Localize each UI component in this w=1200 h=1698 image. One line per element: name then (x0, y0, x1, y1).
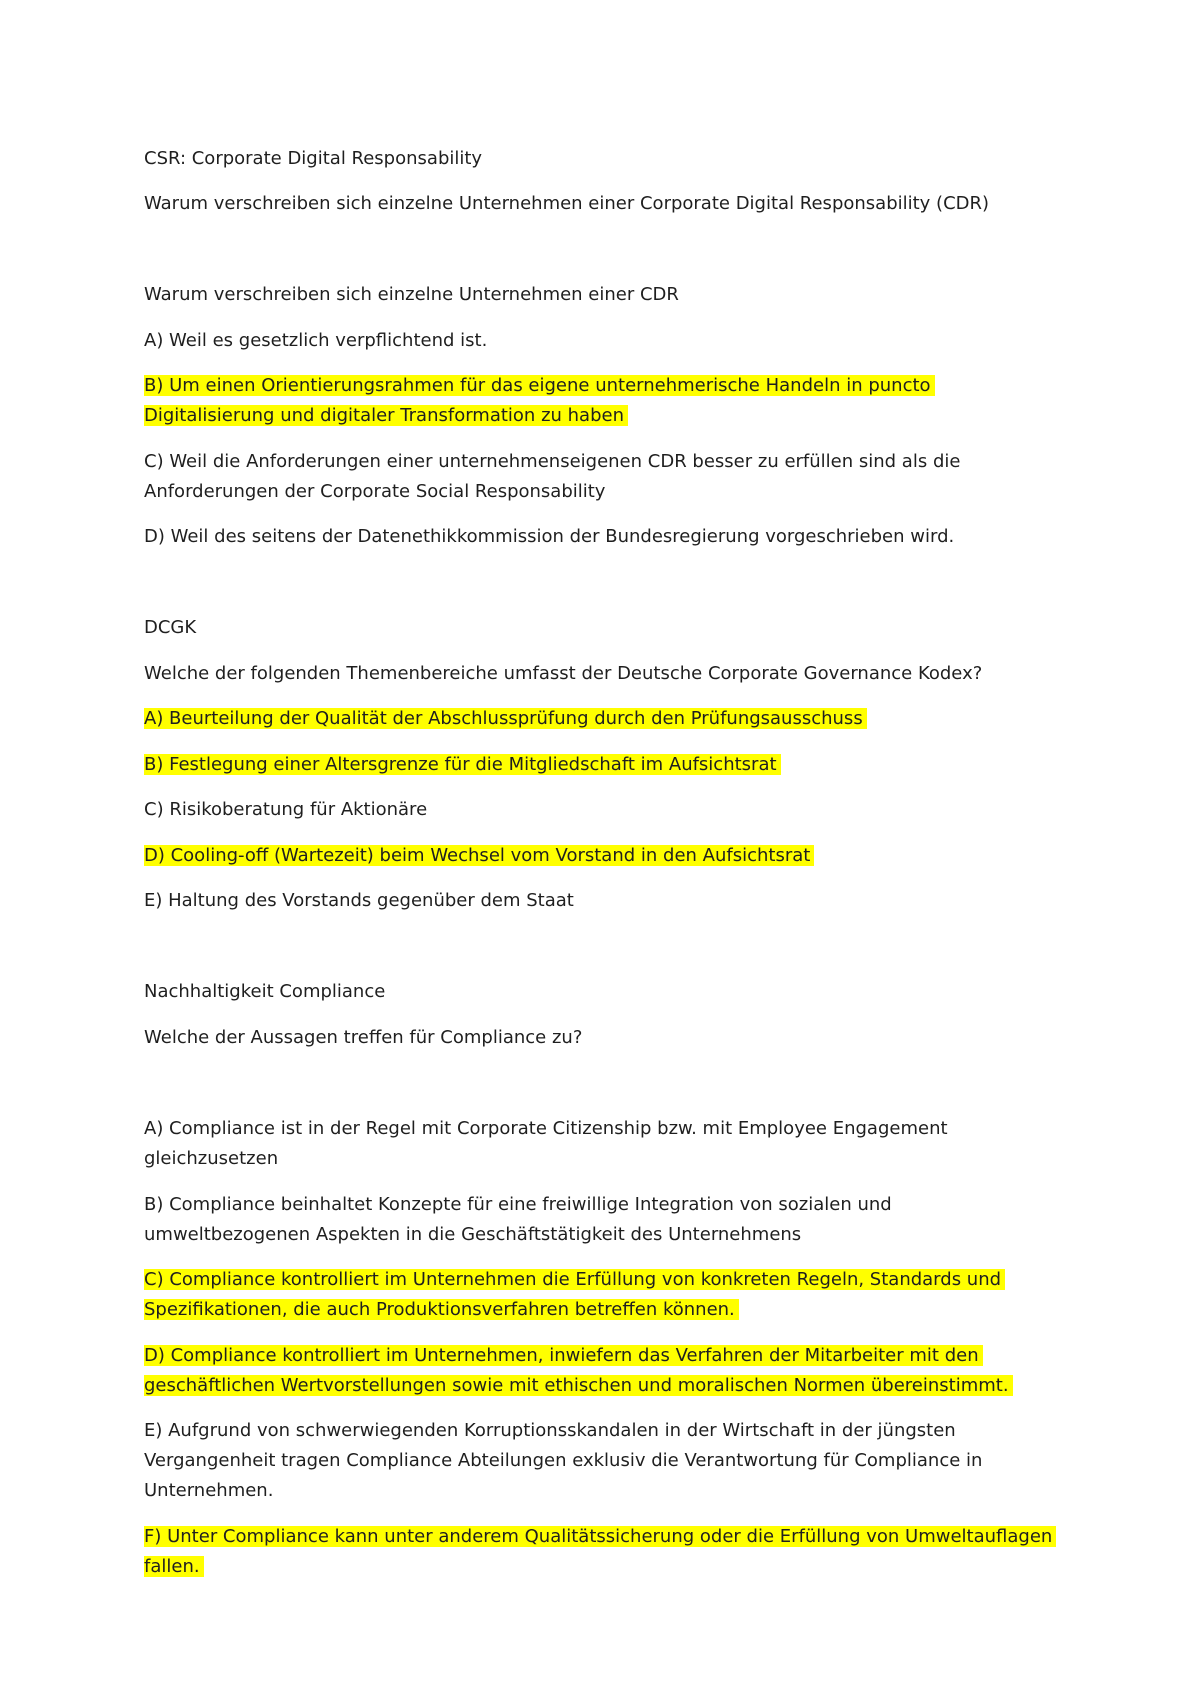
answer-compliance-a-line-1: A) Compliance ist in der Regel mit Corporate Citizenship bzw. mit Employee Engagement (144, 1118, 948, 1139)
answer-dcgk-c: C) Risikoberatung für Aktionäre (144, 799, 428, 820)
question-cdr: Warum verschreiben sich einzelne Unternehmen einer CDR (144, 284, 679, 305)
highlighted-answer-text: geschäftlichen Wertvorstellungen sowie mit ethischen und moralischen Normen übereinstimmt. (144, 1375, 1013, 1396)
answer-cdr-c-line-2: Anforderungen der Corporate Social Responsability (144, 481, 606, 502)
answer-compliance-f-line-1 (144, 1523, 1056, 1551)
highlighted-answer-text: Spezifikationen, die auch Produktionsverfahren betreffen können. (144, 1299, 739, 1320)
answer-compliance-e-line-3: Unternehmen. (144, 1480, 274, 1501)
answer-compliance-b-line-2: umweltbezogenen Aspekten in die Geschäftstätigkeit des Unternehmens (144, 1224, 802, 1245)
answer-compliance-d-line-2 (144, 1372, 1013, 1400)
highlighted-answer-text: F) Unter Compliance kann unter anderem Qualitätssicherung oder die Erfüllung von Umweltauflagen (144, 1526, 1056, 1547)
highlighted-answer-text: B) Festlegung einer Altersgrenze für die Mitgliedschaft im Aufsichtsrat (144, 754, 781, 775)
answer-cdr-a: A) Weil es gesetzlich verpflichtend ist. (144, 330, 488, 351)
section-heading-dcgk: DCGK (144, 617, 197, 638)
highlighted-answer-text: A) Beurteilung der Qualität der Abschlussprüfung durch den Prüfungsausschuss (144, 708, 867, 729)
section-heading-cdr: CSR: Corporate Digital Responsability (144, 148, 483, 169)
answer-cdr-b-line-2 (144, 402, 628, 430)
answer-compliance-a-line-2: gleichzusetzen (144, 1148, 279, 1169)
answer-compliance-b-line-1: B) Compliance beinhaltet Konzepte für eine freiwillige Integration von sozialen und (144, 1194, 892, 1215)
highlighted-answer-text: D) Cooling-off (Wartezeit) beim Wechsel vom Vorstand in den Aufsichtsrat (144, 845, 814, 866)
answer-dcgk-e: E) Haltung des Vorstands gegenüber dem Staat (144, 890, 574, 911)
highlighted-answer-text: C) Compliance kontrolliert im Unternehmen die Erfüllung von konkreten Regeln, Standards und (144, 1269, 1005, 1290)
highlighted-answer-text: D) Compliance kontrolliert im Unternehmen, inwiefern das Verfahren der Mitarbeiter mit den (144, 1345, 983, 1366)
answer-compliance-c-line-1 (144, 1266, 1005, 1294)
answer-compliance-c-line-2 (144, 1296, 739, 1324)
answer-compliance-e-line-1: E) Aufgrund von schwerwiegenden Korruptionsskandalen in der Wirtschaft in der jüngsten (144, 1420, 956, 1441)
answer-dcgk-a (144, 705, 867, 733)
answer-compliance-e-line-2: Vergangenheit tragen Compliance Abteilungen exklusiv die Verantwortung für Compliance in (144, 1450, 983, 1471)
answer-compliance-d-line-1 (144, 1342, 983, 1370)
answer-cdr-d: D) Weil des seitens der Datenethikkommission der Bundesregierung vorgeschrieben wird. (144, 526, 955, 547)
section-title-cdr: Warum verschreiben sich einzelne Unternehmen einer Corporate Digital Responsability (CDR) (144, 193, 990, 214)
answer-compliance-f-line-2 (144, 1553, 204, 1581)
question-dcgk: Welche der folgenden Themenbereiche umfasst der Deutsche Corporate Governance Kodex? (144, 663, 983, 684)
answer-cdr-b-line-1 (144, 372, 935, 400)
highlighted-answer-text: fallen. (144, 1556, 204, 1577)
answer-dcgk-b (144, 751, 781, 779)
answer-cdr-c-line-1: C) Weil die Anforderungen einer unternehmenseigenen CDR besser zu erfüllen sind als die (144, 451, 961, 472)
highlighted-answer-text: B) Um einen Orientierungsrahmen für das eigene unternehmerische Handeln in puncto (144, 375, 935, 396)
answer-dcgk-d (144, 842, 814, 870)
question-compliance: Welche der Aussagen treffen für Compliance zu? (144, 1027, 583, 1048)
highlighted-answer-text: Digitalisierung und digitaler Transformation zu haben (144, 405, 628, 426)
section-heading-compliance: Nachhaltigkeit Compliance (144, 981, 386, 1002)
